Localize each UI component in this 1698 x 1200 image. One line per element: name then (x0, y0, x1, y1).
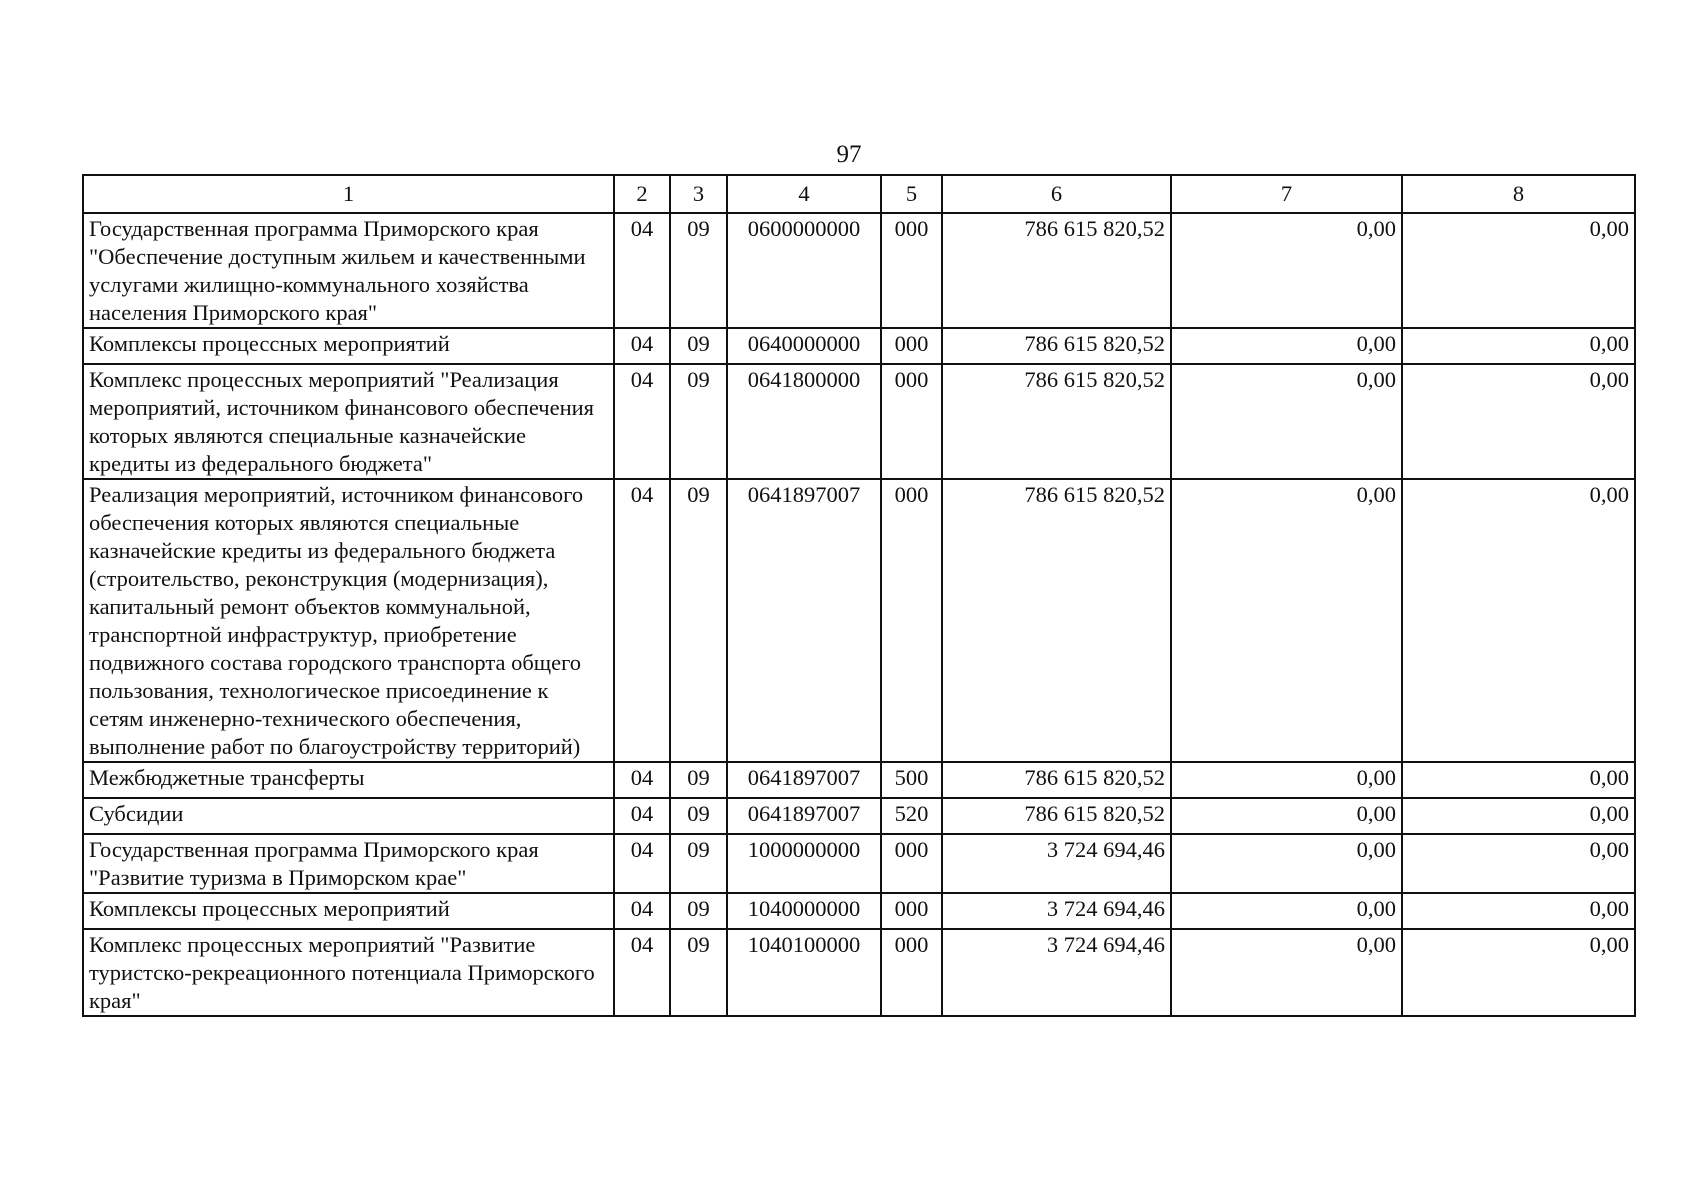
row-section-code: 04 (614, 798, 670, 834)
header-row (83, 175, 1635, 213)
row-target-code: 1040000000 (727, 893, 881, 929)
row-name: Межбюджетные трансферты (83, 762, 614, 798)
row-amount-col8: 0,00 (1402, 834, 1635, 893)
table-row (83, 834, 1635, 893)
row-subsection-code: 09 (670, 929, 727, 1016)
table-row (83, 762, 1635, 798)
row-section-code: 04 (614, 834, 670, 893)
row-amount-col7: 0,00 (1171, 929, 1402, 1016)
row-amount-col8: 0,00 (1402, 328, 1635, 364)
row-name: Комплекс процессных мероприятий "Реализация мероприятий, источником финансового обеспечения которых являются специальные казначейские кредиты из федерального бюджета" (83, 364, 614, 479)
row-amount-col6: 786 615 820,52 (942, 762, 1171, 798)
row-subsection-code: 09 (670, 762, 727, 798)
row-amount-col7: 0,00 (1171, 762, 1402, 798)
row-amount-col8: 0,00 (1402, 762, 1635, 798)
row-section-code: 04 (614, 213, 670, 328)
row-name: Комплексы процессных мероприятий (83, 893, 614, 929)
row-expense-type-code: 000 (881, 929, 942, 1016)
row-subsection-code: 09 (670, 328, 727, 364)
row-amount-col7: 0,00 (1171, 834, 1402, 893)
row-name: Субсидии (83, 798, 614, 834)
row-amount-col8: 0,00 (1402, 479, 1635, 762)
row-subsection-code: 09 (670, 834, 727, 893)
row-target-code: 0641897007 (727, 479, 881, 762)
table-row (83, 328, 1635, 364)
row-target-code: 0600000000 (727, 213, 881, 328)
row-expense-type-code: 000 (881, 893, 942, 929)
table-row (83, 798, 1635, 834)
row-amount-col7: 0,00 (1171, 479, 1402, 762)
row-amount-col6: 786 615 820,52 (942, 213, 1171, 328)
row-name: Реализация мероприятий, источником финансового обеспечения которых являются специальные казначейские кредиты из федерального бюджета (строительство, реконструкция (модернизация), капитальный ремонт объектов коммунальной, транспортной инфраструктур, приобретение подвижного состава городского транспорта общего пользования, технологическое присоединение к сетям инженерно-технического обеспечения, выполнение работ по благоустройству территорий) (83, 479, 614, 762)
row-name: Комплекс процессных мероприятий "Развитие туристско-рекреационного потенциала Приморского края" (83, 929, 614, 1016)
column-header-7: 7 (1171, 175, 1402, 213)
row-target-code: 0641800000 (727, 364, 881, 479)
table-row (83, 213, 1635, 328)
column-header-2: 2 (614, 175, 670, 213)
column-header-6: 6 (942, 175, 1171, 213)
row-expense-type-code: 000 (881, 213, 942, 328)
row-amount-col8: 0,00 (1402, 364, 1635, 479)
row-section-code: 04 (614, 893, 670, 929)
row-subsection-code: 09 (670, 213, 727, 328)
row-target-code: 1000000000 (727, 834, 881, 893)
row-name: Государственная программа Приморского края "Обеспечение доступным жильем и качественными услугами жилищно-коммунального хозяйства населения Приморского края" (83, 213, 614, 328)
row-section-code: 04 (614, 328, 670, 364)
row-expense-type-code: 000 (881, 328, 942, 364)
row-subsection-code: 09 (670, 364, 727, 479)
row-amount-col8: 0,00 (1402, 798, 1635, 834)
row-amount-col8: 0,00 (1402, 893, 1635, 929)
row-expense-type-code: 000 (881, 834, 942, 893)
row-section-code: 04 (614, 929, 670, 1016)
row-target-code: 0641897007 (727, 798, 881, 834)
row-expense-type-code: 500 (881, 762, 942, 798)
row-target-code: 0641897007 (727, 762, 881, 798)
page-number: 97 (836, 141, 862, 168)
row-target-code: 1040100000 (727, 929, 881, 1016)
column-header-5: 5 (881, 175, 942, 213)
table-row (83, 364, 1635, 479)
row-amount-col6: 3 724 694,46 (942, 834, 1171, 893)
budget-table (82, 174, 1636, 1017)
row-subsection-code: 09 (670, 479, 727, 762)
row-amount-col6: 786 615 820,52 (942, 479, 1171, 762)
row-amount-col6: 3 724 694,46 (942, 893, 1171, 929)
row-section-code: 04 (614, 762, 670, 798)
row-name: Комплексы процессных мероприятий (83, 328, 614, 364)
column-header-3: 3 (670, 175, 727, 213)
table-row (83, 479, 1635, 762)
row-amount-col8: 0,00 (1402, 213, 1635, 328)
row-amount-col6: 786 615 820,52 (942, 364, 1171, 479)
row-subsection-code: 09 (670, 893, 727, 929)
row-expense-type-code: 000 (881, 479, 942, 762)
column-header-8: 8 (1402, 175, 1635, 213)
row-name: Государственная программа Приморского края "Развитие туризма в Приморском крае" (83, 834, 614, 893)
column-header-1: 1 (83, 175, 614, 213)
row-target-code: 0640000000 (727, 328, 881, 364)
row-subsection-code: 09 (670, 798, 727, 834)
table-row (83, 893, 1635, 929)
row-expense-type-code: 520 (881, 798, 942, 834)
table-row (83, 929, 1635, 1016)
row-amount-col7: 0,00 (1171, 798, 1402, 834)
column-header-4: 4 (727, 175, 881, 213)
row-amount-col6: 786 615 820,52 (942, 328, 1171, 364)
row-amount-col6: 3 724 694,46 (942, 929, 1171, 1016)
row-amount-col7: 0,00 (1171, 364, 1402, 479)
row-amount-col7: 0,00 (1171, 213, 1402, 328)
row-amount-col8: 0,00 (1402, 929, 1635, 1016)
row-amount-col6: 786 615 820,52 (942, 798, 1171, 834)
row-amount-col7: 0,00 (1171, 328, 1402, 364)
row-expense-type-code: 000 (881, 364, 942, 479)
row-amount-col7: 0,00 (1171, 893, 1402, 929)
row-section-code: 04 (614, 364, 670, 479)
row-section-code: 04 (614, 479, 670, 762)
